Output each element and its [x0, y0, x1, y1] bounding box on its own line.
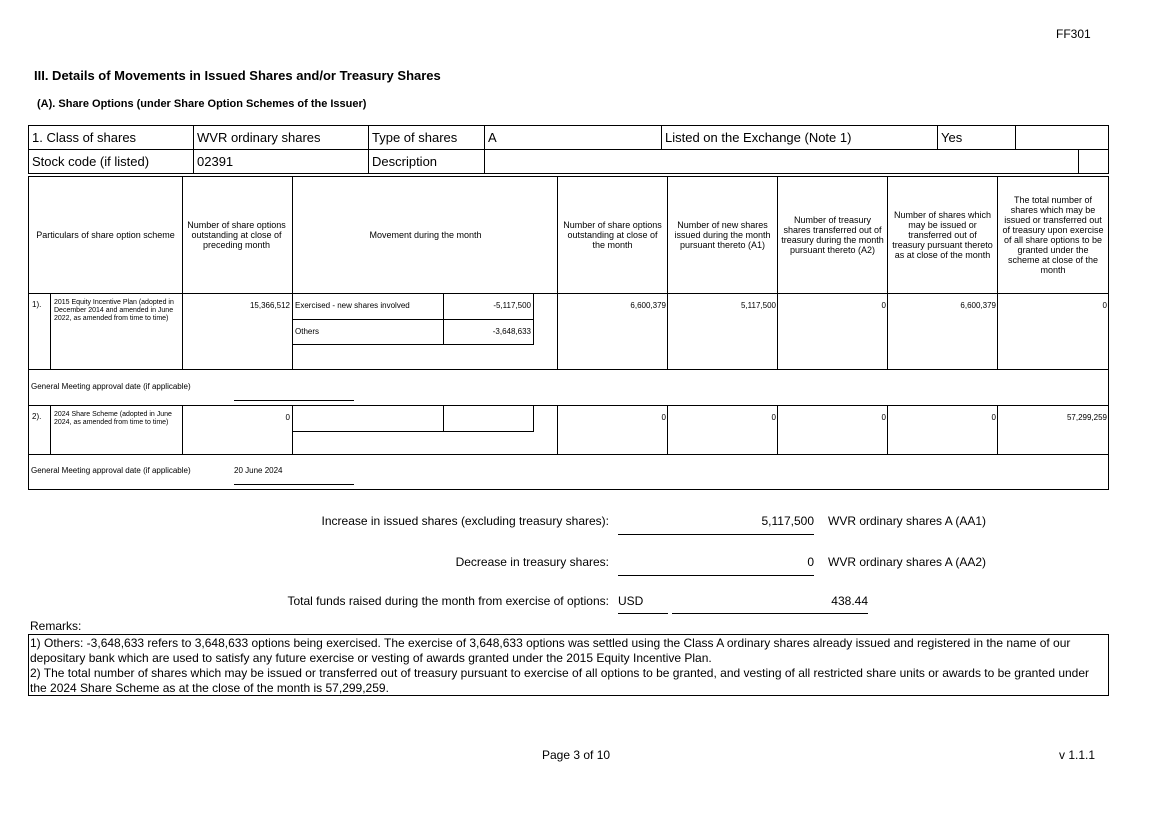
scheme-2-gm-row — [29, 454, 1108, 490]
movement-label: Exercised - new shares involved — [295, 301, 410, 310]
stock-code-value: 02391 — [193, 150, 369, 173]
section-title: III. Details of Movements in Issued Shares and/or Treasury Shares — [34, 68, 441, 83]
description-label: Description — [368, 150, 486, 173]
scheme-2-may-be-issued: 0 — [887, 406, 997, 454]
version: v 1.1.1 — [1059, 748, 1096, 762]
header-new-shares: Number of new shares issued during the month pursuant thereto (A1) — [667, 177, 777, 293]
scheme-2-outstanding-preceding: 0 — [182, 406, 290, 454]
decrease-unit: WVR ordinary shares A (AA2) — [828, 555, 987, 569]
decrease-value: 0 — [618, 555, 814, 576]
header-outstanding-close: Number of share options outstanding at close of the month — [557, 177, 667, 293]
class-value: WVR ordinary shares — [193, 126, 369, 149]
gm-label: General Meeting approval date (if applicable) — [31, 382, 191, 391]
type-label: Type of shares — [368, 126, 486, 149]
scheme-1-row — [29, 293, 1108, 370]
scheme-2-outstanding-close: 0 — [557, 406, 667, 454]
scheme-2-new-shares: 0 — [667, 406, 777, 454]
header-total-number: The total number of shares which may be issued or transferred out of treasury upon exercise of all share options to be granted under the scheme at close of the month — [997, 177, 1108, 293]
type-value: A — [484, 126, 662, 149]
scheme-2-name: 2024 Share Scheme (adopted in June 2024, as amended from time to time) — [50, 406, 176, 454]
movement-value: -3,648,633 — [492, 327, 531, 336]
class-row — [28, 125, 1109, 150]
scheme-1-movement — [292, 294, 558, 369]
page-number: Page 3 of 10 — [542, 748, 611, 762]
movement-label: Others — [295, 327, 320, 336]
scheme-1-outstanding-preceding: 15,366,512 — [182, 294, 290, 369]
increase-label: Increase in issued shares (excluding treasury shares): — [321, 514, 609, 528]
funds-currency: USD — [618, 594, 668, 614]
gm-label: General Meeting approval date (if applicable) — [31, 466, 191, 475]
funds-value: 438.44 — [672, 594, 868, 614]
scheme-2-row — [29, 405, 1108, 455]
scheme-1-outstanding-close: 6,600,379 — [557, 294, 667, 369]
remarks-text: 1) Others: -3,648,633 refers to 3,648,633 options being exercised. The exercise of 3,648,633 options was settled using the Class A ordinary shares already issued and registered in the name of our depositary bank which are used to satisfy any future exercise or vesting of awards granted under the 2015 Equity Incentive Plan. 2) The total number of shares which may be issued or transferred out of treasury pursuant to exercise of all options to be granted, and vesting of all restricted share units or awards to be granted under the 2024 Share Scheme as at the close of the month is 57,299,259. — [28, 634, 1109, 696]
gm-date: 20 June 2024 — [234, 466, 354, 485]
scheme-2-index: 2). — [32, 412, 42, 421]
listed-label: Listed on the Exchange (Note 1) — [661, 126, 938, 149]
decrease-label: Decrease in treasury shares: — [455, 555, 609, 569]
scheme-1-may-be-issued: 6,600,379 — [887, 294, 997, 369]
scheme-1-new-shares: 5,117,500 — [667, 294, 777, 369]
header-treasury-transferred: Number of treasury shares transferred out of treasury during the month pursuant thereto (A2) — [777, 177, 887, 293]
stock-code-label: Stock code (if listed) — [32, 154, 150, 169]
scheme-2-movement — [292, 406, 558, 454]
stock-row — [28, 149, 1109, 174]
scheme-2-treasury-transferred: 0 — [777, 406, 887, 454]
blank-cell — [1015, 126, 1109, 149]
scheme-1-index: 1). — [32, 300, 42, 309]
remarks-label: Remarks: — [30, 619, 82, 633]
description-value — [484, 150, 1079, 173]
scheme-2-total-number: 57,299,259 — [997, 406, 1108, 454]
scheme-1-gm-row — [29, 369, 1108, 406]
header-outstanding-preceding: Number of share options outstanding at close of preceding month — [182, 177, 290, 293]
header-particulars: Particulars of share option scheme — [36, 230, 175, 240]
scheme-1-total-number: 0 — [997, 294, 1108, 369]
class-label: 1. Class of shares — [32, 130, 137, 145]
options-table — [28, 176, 1109, 490]
increase-value: 5,117,500 — [618, 514, 814, 535]
increase-unit: WVR ordinary shares A (AA1) — [828, 514, 987, 528]
gm-date — [234, 382, 354, 401]
funds-label: Total funds raised during the month from exercise of options: — [287, 594, 609, 608]
header-movement: Movement during the month — [292, 177, 558, 293]
movement-value: -5,117,500 — [493, 301, 531, 310]
scheme-1-treasury-transferred: 0 — [777, 294, 887, 369]
subsection-title: (A). Share Options (under Share Option Schemes of the Issuer) — [37, 98, 367, 110]
scheme-1-name: 2015 Equity Incentive Plan (adopted in December 2014 and amended in June 2022, as amended from time to time) — [50, 294, 176, 369]
form-code: FF301 — [1056, 27, 1091, 41]
listed-value: Yes — [937, 126, 1017, 149]
header-may-be-issued: Number of shares which may be issued or transferred out of treasury pursuant thereto as at close of the month — [887, 177, 997, 293]
